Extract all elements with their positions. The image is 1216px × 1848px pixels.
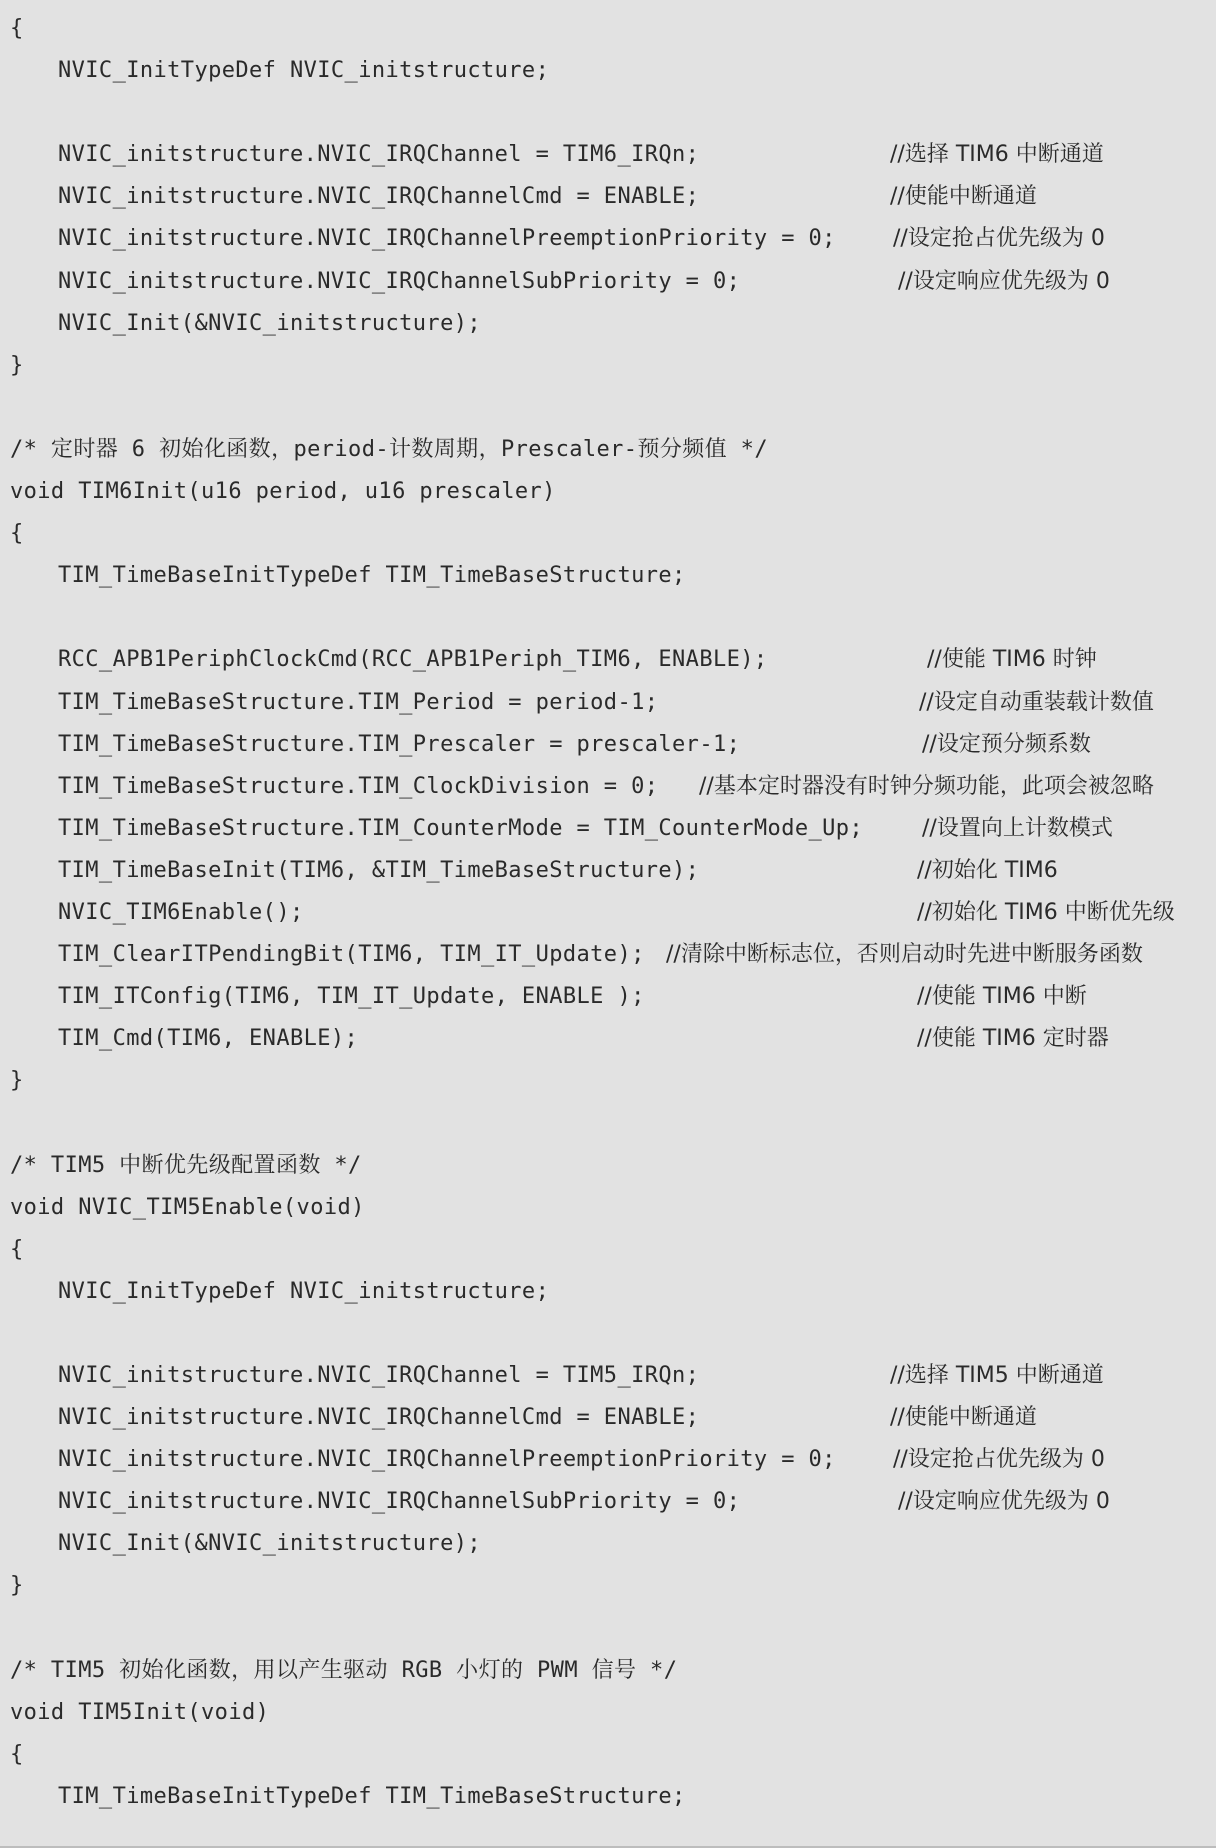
code-comment: //选择 TIM6 中断通道 bbox=[890, 142, 1104, 168]
code-comment: //设定抢占优先级为 0 bbox=[893, 226, 1105, 252]
code-text: TIM_TimeBaseStructure.TIM_ClockDivision = 0; bbox=[58, 773, 659, 799]
code-text: TIM_TimeBaseInitTypeDef TIM_TimeBaseStructure; bbox=[58, 563, 686, 589]
code-line bbox=[0, 597, 1216, 639]
code-comment: //选择 TIM5 中断通道 bbox=[890, 1363, 1104, 1388]
code-line bbox=[0, 1776, 1216, 1818]
code-text: NVIC_InitTypeDef NVIC_initstructure; bbox=[58, 58, 550, 84]
code-line bbox=[0, 429, 1216, 471]
code-text: NVIC_initstructure.NVIC_IRQChannelCmd = ENABLE; bbox=[58, 1405, 700, 1431]
code-comment: //使能中断通道 bbox=[890, 184, 1037, 210]
code-line bbox=[0, 1608, 1216, 1650]
code-line bbox=[0, 345, 1216, 387]
code-line bbox=[0, 639, 1216, 681]
code-line bbox=[0, 218, 1216, 260]
code-line bbox=[0, 555, 1216, 597]
code-line bbox=[0, 1692, 1216, 1734]
code-line bbox=[0, 513, 1216, 555]
code-text: TIM_TimeBaseInit(TIM6, &TIM_TimeBaseStructure); bbox=[58, 857, 700, 883]
code-text: NVIC_Init(&NVIC_initstructure); bbox=[58, 310, 481, 336]
code-text: NVIC_initstructure.NVIC_IRQChannelSubPriority = 0; bbox=[58, 268, 741, 294]
code-comment: //初始化 TIM6 bbox=[917, 857, 1058, 883]
code-line bbox=[0, 976, 1216, 1018]
code-line bbox=[0, 724, 1216, 766]
code-line bbox=[0, 1018, 1216, 1060]
code-line bbox=[0, 934, 1216, 976]
code-text: /* TIM5 中断优先级配置函数 */ bbox=[10, 1152, 362, 1178]
code-text: NVIC_initstructure.NVIC_IRQChannel = TIM5_IRQn; bbox=[58, 1363, 700, 1388]
code-line bbox=[0, 1650, 1216, 1692]
code-line bbox=[0, 766, 1216, 808]
code-text: } bbox=[10, 352, 24, 378]
code-text: TIM_ITConfig(TIM6, TIM_IT_Update, ENABLE ); bbox=[58, 984, 645, 1010]
code-comment: //清除中断标志位，否则启动时先进中断服务函数 bbox=[666, 942, 1143, 968]
code-line bbox=[0, 1271, 1216, 1313]
code-line bbox=[0, 8, 1216, 50]
code-line bbox=[0, 1523, 1216, 1565]
code-line bbox=[0, 1565, 1216, 1607]
code-line bbox=[0, 1313, 1216, 1355]
code-line bbox=[0, 471, 1216, 513]
code-text: TIM_TimeBaseStructure.TIM_Prescaler = prescaler-1; bbox=[58, 731, 741, 757]
code-comment: //设定响应优先级为 0 bbox=[898, 1489, 1110, 1515]
code-text: TIM_ClearITPendingBit(TIM6, TIM_IT_Update); bbox=[58, 942, 645, 968]
code-text: NVIC_initstructure.NVIC_IRQChannelCmd = ENABLE; bbox=[58, 184, 700, 210]
code-comment: //使能 TIM6 时钟 bbox=[927, 647, 1097, 673]
code-comment: //使能 TIM6 定时器 bbox=[917, 1026, 1109, 1052]
code-comment: //设定预分频系数 bbox=[922, 731, 1091, 757]
code-text: NVIC_Init(&NVIC_initstructure); bbox=[58, 1531, 481, 1557]
code-text: /* TIM5 初始化函数，用以产生驱动 RGB 小灯的 PWM 信号 */ bbox=[10, 1657, 678, 1683]
code-text: TIM_TimeBaseStructure.TIM_Period = period-1; bbox=[58, 689, 659, 715]
code-line bbox=[0, 1229, 1216, 1271]
code-line bbox=[0, 92, 1216, 134]
code-comment: //设定响应优先级为 0 bbox=[898, 268, 1110, 294]
code-text: NVIC_initstructure.NVIC_IRQChannelSubPriority = 0; bbox=[58, 1489, 741, 1515]
code-line bbox=[0, 134, 1216, 176]
code-line bbox=[0, 1060, 1216, 1102]
code-text: } bbox=[10, 1068, 24, 1094]
code-line bbox=[0, 387, 1216, 429]
code-text: void TIM6Init(u16 period, u16 prescaler) bbox=[10, 479, 556, 505]
code-text: NVIC_initstructure.NVIC_IRQChannelPreemptionPriority = 0; bbox=[58, 1447, 836, 1473]
code-line bbox=[0, 1145, 1216, 1187]
code-line bbox=[0, 1734, 1216, 1776]
code-text: NVIC_InitTypeDef NVIC_initstructure; bbox=[58, 1278, 550, 1304]
code-text: NVIC_initstructure.NVIC_IRQChannelPreemptionPriority = 0; bbox=[58, 226, 836, 252]
code-line bbox=[0, 1439, 1216, 1481]
code-text: TIM_TimeBaseInitTypeDef TIM_TimeBaseStructure; bbox=[58, 1783, 686, 1809]
code-comment: //使能中断通道 bbox=[890, 1405, 1037, 1431]
code-line bbox=[0, 682, 1216, 724]
code-text: /* 定时器 6 初始化函数，period-计数周期，Prescaler-预分频值 */ bbox=[10, 436, 768, 462]
code-line bbox=[0, 1187, 1216, 1229]
code-text: { bbox=[10, 1741, 24, 1767]
code-text: NVIC_initstructure.NVIC_IRQChannel = TIM6_IRQn; bbox=[58, 142, 700, 168]
code-comment: //设置向上计数模式 bbox=[922, 815, 1113, 841]
code-comment: //设定抢占优先级为 0 bbox=[893, 1447, 1105, 1473]
code-line bbox=[0, 50, 1216, 92]
code-comment: //初始化 TIM6 中断优先级 bbox=[917, 899, 1175, 925]
code-line bbox=[0, 1481, 1216, 1523]
code-comment: //使能 TIM6 中断 bbox=[917, 984, 1087, 1010]
code-comment: //设定自动重装载计数值 bbox=[919, 689, 1154, 715]
code-line bbox=[0, 1397, 1216, 1439]
code-line bbox=[0, 1355, 1216, 1397]
code-text: NVIC_TIM6Enable(); bbox=[58, 899, 304, 925]
code-text: void TIM5Init(void) bbox=[10, 1699, 270, 1725]
code-line bbox=[0, 808, 1216, 850]
code-text: { bbox=[10, 16, 24, 41]
code-text: void NVIC_TIM5Enable(void) bbox=[10, 1194, 365, 1220]
code-text: } bbox=[10, 1573, 24, 1599]
code-line bbox=[0, 303, 1216, 345]
code-comment: //基本定时器没有时钟分频功能，此项会被忽略 bbox=[699, 773, 1154, 799]
code-text: TIM_Cmd(TIM6, ENABLE); bbox=[58, 1026, 359, 1052]
code-line bbox=[0, 176, 1216, 218]
code-line bbox=[0, 261, 1216, 303]
code-line bbox=[0, 850, 1216, 892]
code-text: { bbox=[10, 1236, 24, 1262]
code-text: RCC_APB1PeriphClockCmd(RCC_APB1Periph_TIM6, ENABLE); bbox=[58, 647, 768, 673]
code-line bbox=[0, 892, 1216, 934]
code-text: { bbox=[10, 521, 24, 547]
code-text: TIM_TimeBaseStructure.TIM_CounterMode = TIM_CounterMode_Up; bbox=[58, 815, 864, 841]
code-line bbox=[0, 1102, 1216, 1144]
